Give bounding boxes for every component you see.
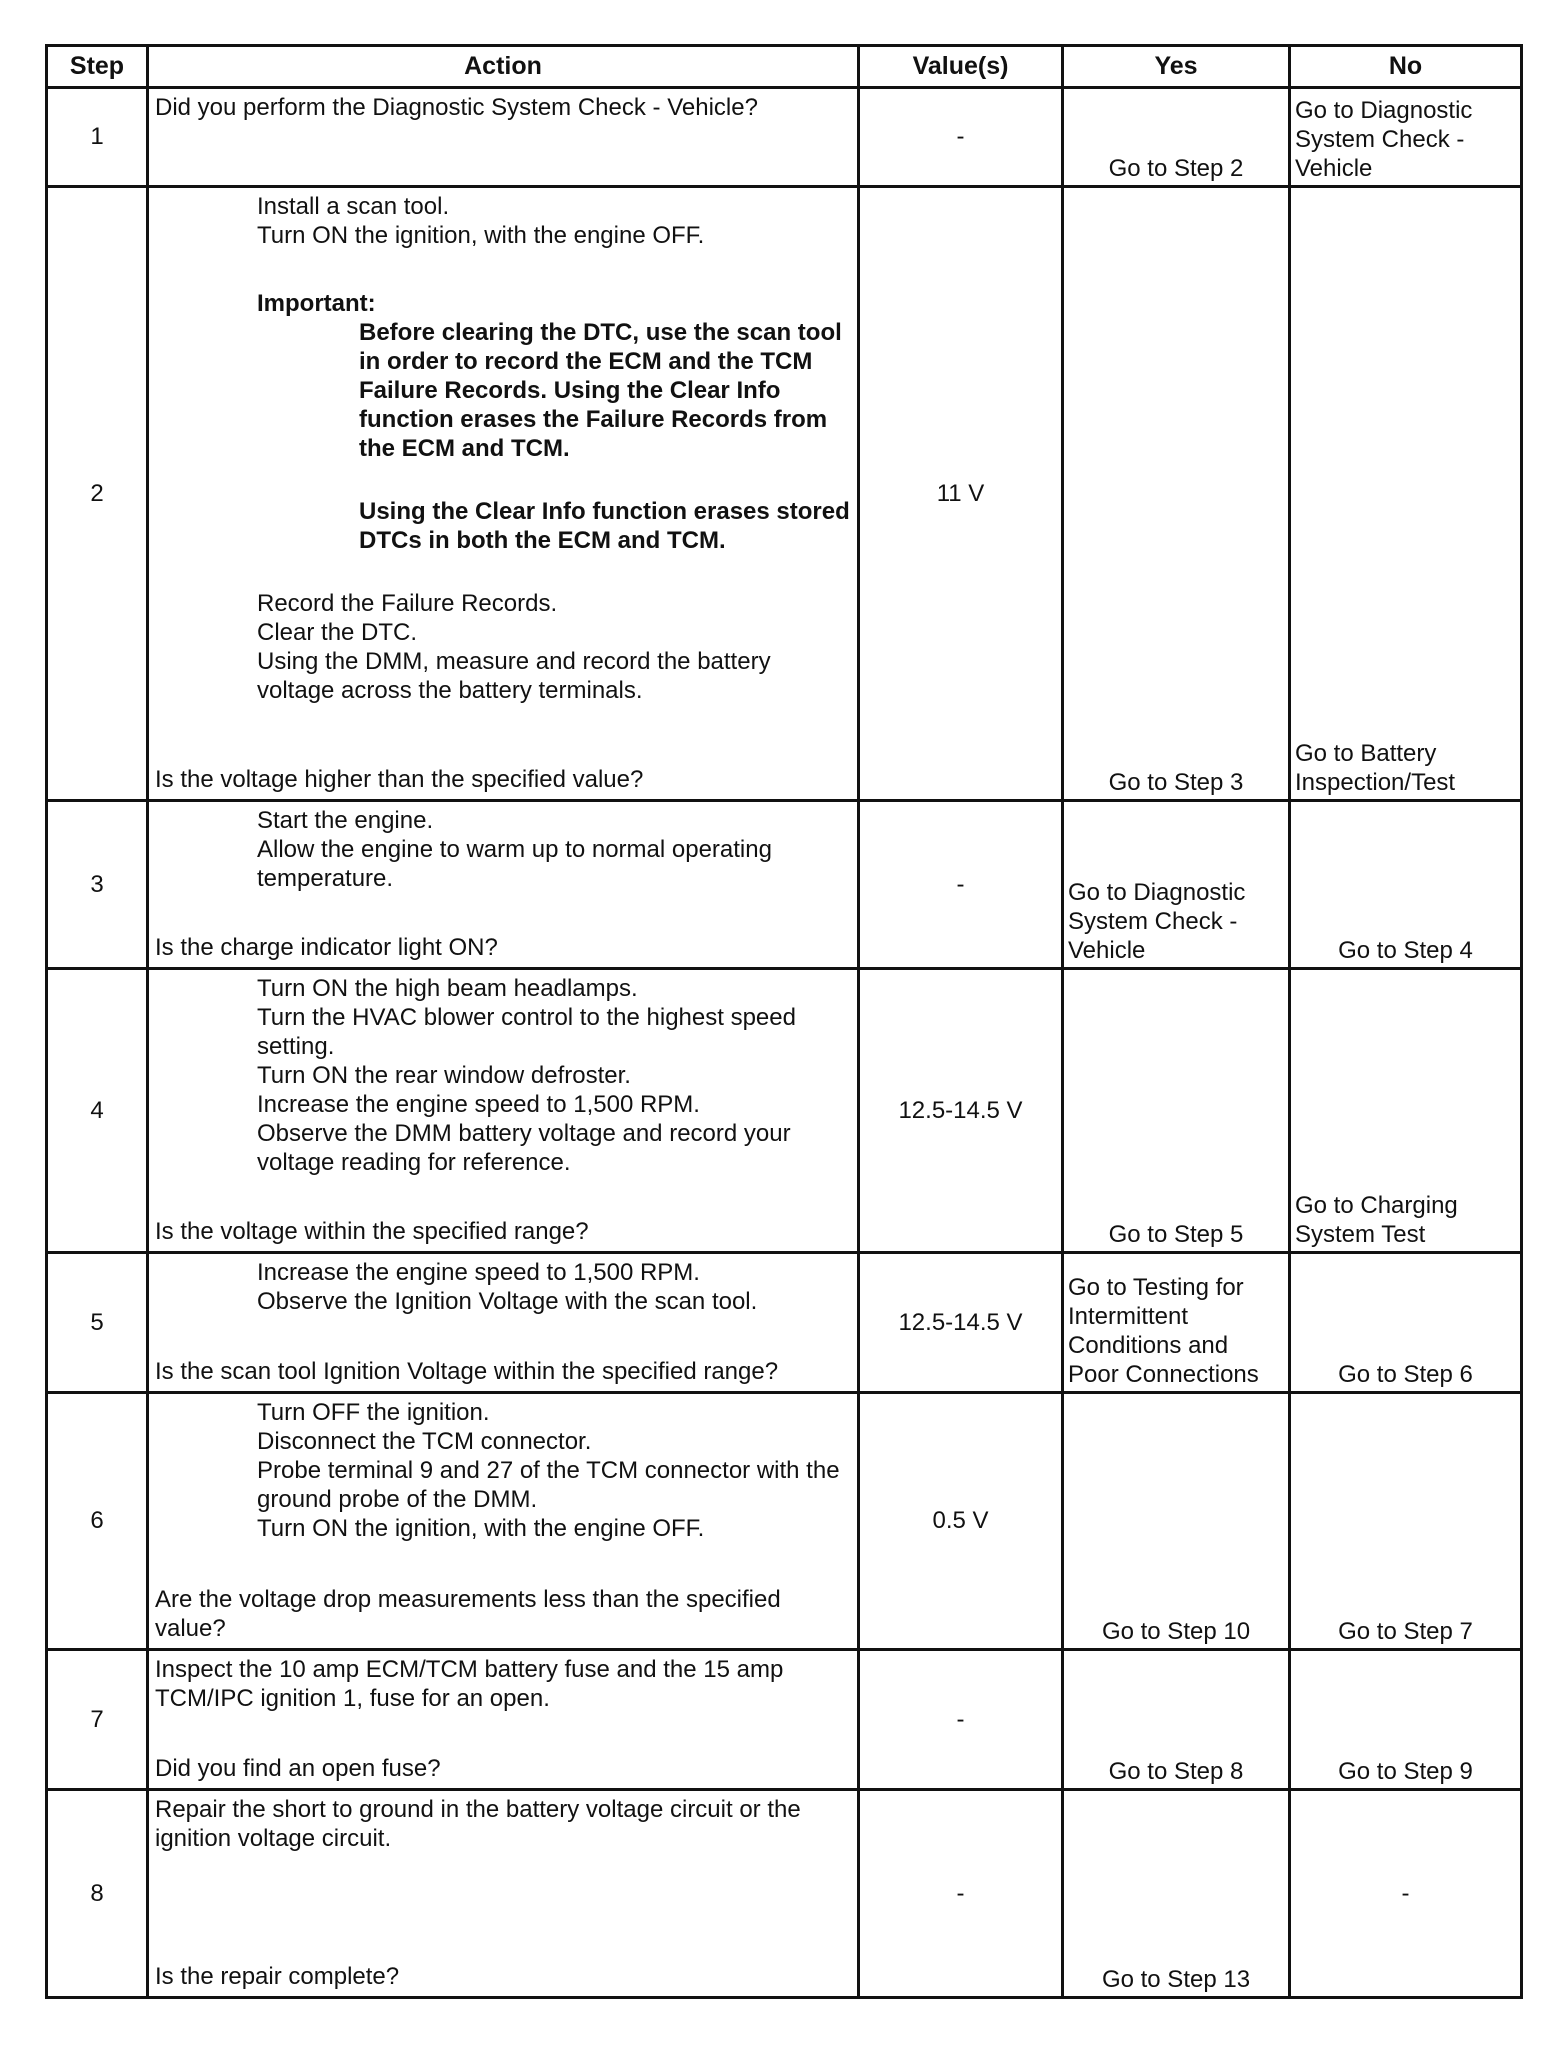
table-row (47, 187, 1522, 801)
value-cell: - (859, 1650, 1063, 1790)
action-question: Is the voltage within the specified range? (155, 1218, 589, 1245)
action-step: Start the engine. (257, 807, 434, 834)
action-step: Record the Failure Records. (257, 590, 558, 617)
no-text: - (1401, 1880, 1410, 1907)
header-no: No (1290, 46, 1522, 88)
no-cell (1290, 1650, 1522, 1790)
yes-cell (1063, 969, 1290, 1253)
action-cell (148, 801, 859, 969)
table-row (47, 1253, 1522, 1393)
table-row (47, 969, 1522, 1253)
action-step: Turn ON the high beam headlamps. (257, 975, 638, 1002)
action-cell (148, 1650, 859, 1790)
diagnostic-table (45, 44, 1523, 1999)
action-step: Turn ON the rear window defroster. (257, 1062, 631, 1089)
no-cell (1290, 1393, 1522, 1650)
step-number: 1 (47, 88, 148, 187)
table-row (47, 1393, 1522, 1650)
action-step: Turn ON the ignition, with the engine OFF. (257, 222, 705, 249)
action-step: Clear the DTC. (257, 619, 418, 646)
table-row (47, 88, 1522, 187)
header-values: Value(s) (859, 46, 1063, 88)
step-number: 8 (47, 1790, 148, 1998)
table-row (47, 1790, 1522, 1998)
yes-cell (1063, 801, 1290, 969)
step-number: 7 (47, 1650, 148, 1790)
value-cell: 12.5-14.5 V (859, 969, 1063, 1253)
value-cell: - (859, 88, 1063, 187)
yes-cell (1063, 187, 1290, 801)
action-question: Is the scan tool Ignition Voltage within the specified range? (155, 1358, 779, 1385)
no-cell (1290, 1253, 1522, 1393)
action-cell (148, 1253, 859, 1393)
no-text: Go to Step 4 (1338, 937, 1473, 964)
yes-text: Go to Step 2 (1108, 155, 1244, 182)
value-cell: 0.5 V (859, 1393, 1063, 1650)
action-cell (148, 187, 859, 801)
header-action: Action (148, 46, 859, 88)
no-text: Go to Battery Inspection/Test (1295, 740, 1456, 796)
action-question: Are the voltage drop measurements less than the specified value? (155, 1586, 781, 1642)
important-label: Important: (257, 290, 376, 317)
action-step: Using the DMM, measure and record the battery voltage across the battery terminals. (257, 648, 771, 704)
header-yes: Yes (1063, 46, 1290, 88)
yes-text: Go to Step 13 (1101, 1966, 1251, 1993)
step-number: 4 (47, 969, 148, 1253)
action-cell (148, 88, 859, 187)
no-cell (1290, 1790, 1522, 1998)
header-step: Step (47, 46, 148, 88)
step-number: 2 (47, 187, 148, 801)
table-row (47, 801, 1522, 969)
important-note: Before clearing the DTC, use the scan tool in order to record the ECM and the TCM Failure Records. Using the Clear Info function erases the Failure Records from the ECM and TCM. (359, 319, 842, 462)
action-question: Is the charge indicator light ON? (155, 934, 498, 961)
action-question: Is the repair complete? (155, 1963, 400, 1990)
yes-text: Go to Step 5 (1108, 1221, 1244, 1248)
header-row (47, 46, 1522, 88)
step-number: 3 (47, 801, 148, 969)
action-step: Increase the engine speed to 1,500 RPM. (257, 1259, 700, 1286)
step-number: 5 (47, 1253, 148, 1393)
no-cell (1290, 969, 1522, 1253)
yes-text: Go to Testing for Intermittent Conditions and Poor Connections (1068, 1274, 1259, 1388)
value-cell: 11 V (859, 187, 1063, 801)
action-step: Allow the engine to warm up to normal operating temperature. (257, 836, 772, 892)
action-text: Inspect the 10 amp ECM/TCM battery fuse and the 15 amp TCM/IPC ignition 1, fuse for an open. (155, 1656, 784, 1712)
action-cell (148, 1393, 859, 1650)
action-step: Turn ON the ignition, with the engine OFF. (257, 1515, 705, 1542)
important-note: Using the Clear Info function erases stored DTCs in both the ECM and TCM. (359, 498, 850, 554)
action-step: Observe the DMM battery voltage and record your voltage reading for reference. (257, 1120, 791, 1176)
no-text: Go to Diagnostic System Check - Vehicle (1295, 97, 1473, 182)
action-cell (148, 1790, 859, 1998)
yes-text: Go to Diagnostic System Check - Vehicle (1068, 879, 1246, 964)
action-step: Observe the Ignition Voltage with the scan tool. (257, 1288, 758, 1315)
yes-cell (1063, 1790, 1290, 1998)
action-question: Did you find an open fuse? (155, 1755, 441, 1782)
value-cell: - (859, 801, 1063, 969)
value-cell: 12.5-14.5 V (859, 1253, 1063, 1393)
no-cell (1290, 801, 1522, 969)
yes-cell (1063, 88, 1290, 187)
yes-text: Go to Step 8 (1108, 1758, 1244, 1785)
action-text: Did you perform the Diagnostic System Check - Vehicle? (155, 94, 758, 121)
table-row (47, 1650, 1522, 1790)
action-step: Probe terminal 9 and 27 of the TCM connector with the ground probe of the DMM. (257, 1457, 840, 1513)
action-cell (148, 969, 859, 1253)
no-text: Go to Step 9 (1338, 1758, 1473, 1785)
no-cell (1290, 88, 1522, 187)
value-cell: - (859, 1790, 1063, 1998)
yes-cell (1063, 1253, 1290, 1393)
action-step: Increase the engine speed to 1,500 RPM. (257, 1091, 700, 1118)
action-text: Repair the short to ground in the battery voltage circuit or the ignition voltage circuit. (155, 1796, 801, 1852)
yes-cell (1063, 1650, 1290, 1790)
no-text: Go to Step 7 (1338, 1618, 1473, 1645)
yes-cell (1063, 1393, 1290, 1650)
action-question: Is the voltage higher than the specified value? (155, 766, 644, 793)
action-step: Turn OFF the ignition. (257, 1399, 490, 1426)
yes-text: Go to Step 10 (1101, 1618, 1251, 1645)
no-text: Go to Step 6 (1338, 1361, 1473, 1388)
action-step: Turn the HVAC blower control to the highest speed setting. (257, 1004, 796, 1060)
yes-text: Go to Step 3 (1108, 769, 1244, 796)
step-number: 6 (47, 1393, 148, 1650)
no-cell (1290, 187, 1522, 801)
no-text: Go to Charging System Test (1295, 1192, 1458, 1248)
action-step: Disconnect the TCM connector. (257, 1428, 592, 1455)
action-step: Install a scan tool. (257, 193, 450, 220)
